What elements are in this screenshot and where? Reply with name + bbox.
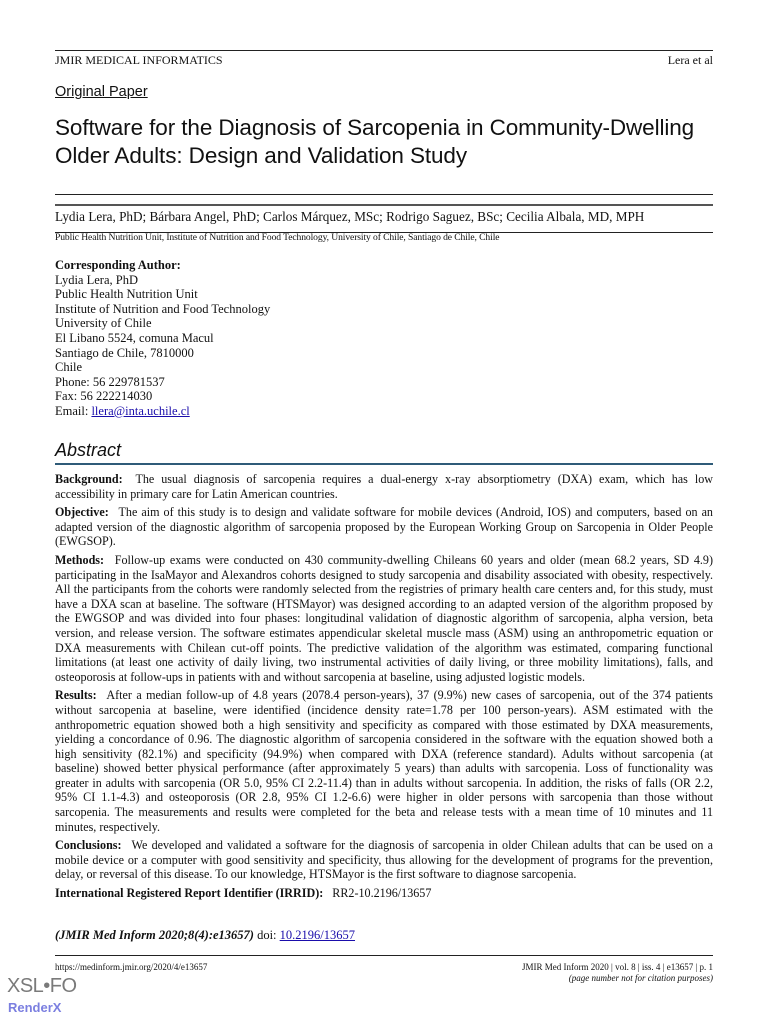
corr-fax: Fax: 56 222214030 bbox=[55, 389, 153, 404]
footer-rule bbox=[55, 955, 713, 956]
article-type: Original Paper bbox=[55, 84, 148, 100]
section-label: International Registered Report Identifier (IRRID): bbox=[55, 886, 324, 901]
title-rule bbox=[55, 194, 713, 195]
section-text: Follow-up exams were conducted on 430 community-dwelling Chileans 60 years and older (mean 68.2 years, SD 4.9) participating in the IsaMayor and Alexandros cohorts designed to study sarcopenia and disability associated with obesity, respectively. All the participants from the cohorts were randomly selected from the registries of primary health care centers and, for this study, must have a DXA scan at baseline. The software (HTSMayor) was designed according to an adapted version of the algorithm proposed by the EWGSOP and was divided into four phases: longitudinal validation of diagnostic algorithm of sarcopenia, alpha version, beta version, and release version. The software estimates appendicular skeletal muscle mass (ASM) using an anthropometric equation or DXA measurements with Chilean cut-off points. The predictive validation of the algorithm was estimated, comparing functional limitations (at least one activity of daily living, two instrumental activities of daily living, or three mobility limitations), falls, and osteoporosis at follow-ups in patients with and without sarcopenia at baseline, using adjusted logistic models. bbox=[55, 552, 713, 684]
corr-line: University of Chile bbox=[55, 316, 152, 331]
section-label: Objective: bbox=[55, 505, 109, 520]
header-rule bbox=[55, 50, 713, 51]
corr-phone: Phone: 56 229781537 bbox=[55, 374, 165, 389]
abstract-irrid bbox=[55, 886, 713, 901]
corr-email-row bbox=[55, 404, 270, 419]
section-text: We developed and validated a software for the diagnosis of sarcopenia in older Chilean adults that can be used on a mobile device or a computer with good sensitivity and specificity, thus allowing for the development of programs for the prevention, delay, or reversal of this disease. To our knowledge, HTSMayor is the first software to diagnose sarcopenia. bbox=[55, 838, 713, 882]
corresponding-author-heading: Corresponding Author: bbox=[55, 258, 181, 272]
xslfo-watermark: XSL•FO bbox=[7, 975, 77, 997]
abstract-rule bbox=[55, 463, 713, 465]
paper-title: Software for the Diagnosis of Sarcopenia in Community-Dwelling Older Adults: Design and Validation Study bbox=[55, 115, 695, 168]
email-label: Email: bbox=[55, 403, 92, 418]
section-label: Background: bbox=[55, 472, 123, 486]
corr-line: Santiago de Chile, 7810000 bbox=[55, 345, 194, 360]
footer-url: https://medinform.jmir.org/2020/4/e13657 bbox=[55, 962, 208, 972]
doi-label: doi: bbox=[257, 928, 277, 942]
author-list: Lydia Lera, PhD; Bárbara Angel, PhD; Carlos Márquez, MSc; Rodrigo Saguez, BSc; Cecilia Albala, MD, MPH bbox=[55, 209, 645, 224]
abstract-body bbox=[55, 472, 713, 905]
section-label: Results: bbox=[55, 688, 97, 703]
corr-line: Chile bbox=[55, 360, 83, 375]
citation-ref: (JMIR Med Inform 2020;8(4):e13657) bbox=[55, 928, 254, 942]
section-text: The aim of this study is to design and validate software for mobile devices (Android, IOS) and computers, based on an adapted version of the diagnostic algorithm of sarcopenia proposed by the European Working Group on Sarcopenia in Older People (EWGSOP). bbox=[55, 505, 713, 549]
abstract-conclusions bbox=[55, 838, 713, 882]
renderx-watermark: RenderX bbox=[8, 1000, 62, 1015]
abstract-methods bbox=[55, 553, 713, 684]
corr-line: Lydia Lera, PhD bbox=[55, 272, 138, 287]
running-authors: Lera et al bbox=[667, 53, 713, 67]
corr-line: El Libano 5524, comuna Macul bbox=[55, 330, 214, 345]
issue-info: JMIR Med Inform 2020 | vol. 8 | iss. 4 | e13657 | p. 1 bbox=[522, 962, 713, 972]
running-head bbox=[55, 53, 713, 68]
section-text: After a median follow-up of 4.8 years (2078.4 person-years), 37 (9.9%) new cases of sarcopenia, out of the 374 patients without sarcopenia at baseline, were identified (incidence density rate=1.78 per 100 person-years). ASM estimated with the anthropometric equation showed both a high sensitivity and specificity as compared with those estimated by DXA measurements, yielding a concordance of 0.96. The diagnostic algorithm of sarcopenia considered in the software with the equation showed both a high sensitivity (82.1%) and specificity (94.9%) when compared with DXA (reference standard). Adults without sarcopenia (at baseline) showed better physical performance (after approximately 5 years) than adults with sarcopenia. Loss of functionality was greater in adults with sarcopenia (OR 5.0, 95% CI 2.2-11.4) than in adults without sarcopenia. In addition, the risks of falls (OR 2.2, 95% CI 1.1-4.3) and osteoporosis (OR 2.8, 95% CI 1.2-6.6) were higher in older persons with sarcopenia than those without sarcopenia. The measurements and results were completed for the beta and release tests with a mean time of 10 minutes and 11 minutes, respectively. bbox=[55, 688, 713, 834]
abstract-heading: Abstract bbox=[55, 440, 122, 460]
email-link[interactable]: llera@inta.uchile.cl bbox=[91, 403, 190, 418]
abstract-results bbox=[55, 688, 713, 834]
corresponding-author bbox=[55, 258, 270, 419]
journal-name: JMIR MEDICAL INFORMATICS bbox=[55, 53, 223, 67]
footer-issue bbox=[522, 962, 713, 984]
authors-top-rule bbox=[55, 204, 713, 206]
section-label: Methods: bbox=[55, 552, 105, 567]
corr-line: Public Health Nutrition Unit bbox=[55, 287, 198, 302]
page-note: (page number not for citation purposes) bbox=[568, 973, 713, 983]
corr-line: Institute of Nutrition and Food Technology bbox=[55, 301, 271, 316]
affiliation: Public Health Nutrition Unit, Institute of Nutrition and Food Technology, University of Chile, Santiago de Chile, Chile bbox=[55, 232, 500, 243]
doi-link[interactable]: 10.2196/13657 bbox=[279, 928, 356, 942]
section-text: RR2-10.2196/13657 bbox=[332, 886, 432, 901]
citation bbox=[55, 928, 355, 943]
section-label: Conclusions: bbox=[55, 838, 122, 853]
abstract-objective bbox=[55, 505, 713, 549]
abstract-background bbox=[55, 472, 713, 501]
section-text: The usual diagnosis of sarcopenia requires a dual-energy x-ray absorptiometry (DXA) exam, which has low accessibility in primary care for Latin American countries. bbox=[55, 472, 713, 501]
